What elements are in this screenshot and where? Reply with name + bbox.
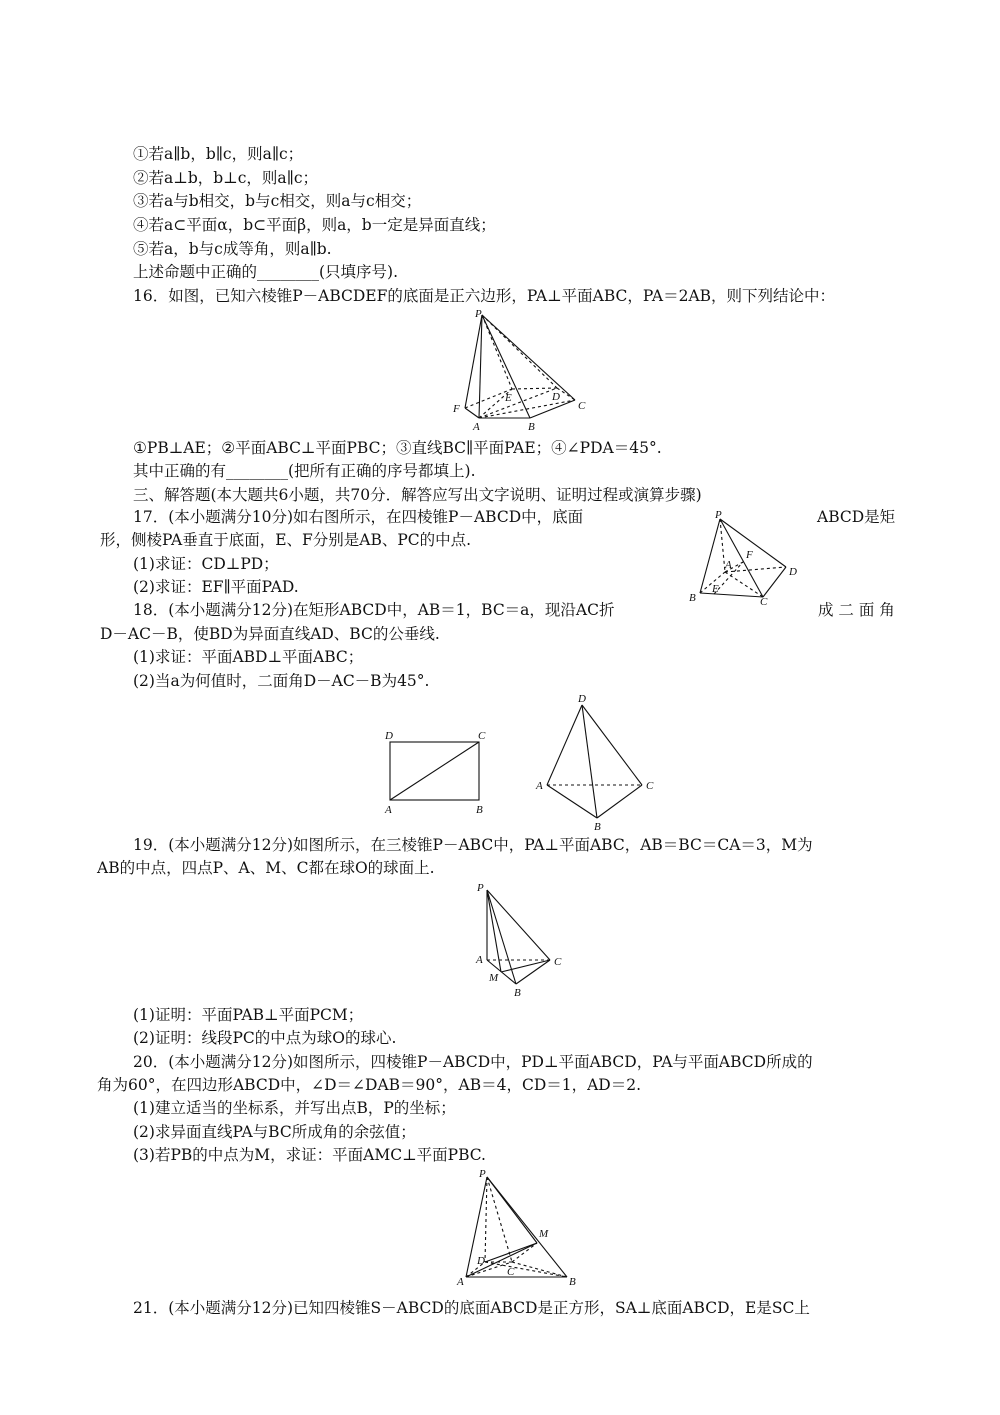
label-C: C <box>646 780 654 792</box>
label-E: E <box>712 583 719 595</box>
q20-part-1: (1)建立适当的坐标系，并写出点B，P的坐标； <box>133 1099 456 1117</box>
label-A: A <box>476 954 483 966</box>
q18-statement-c: D－AC－B，使BD为异面直线AD、BC的公垂线. <box>100 625 440 643</box>
q16-statement: 16．如图，已知六棱锥P－ABCDEF的底面是正六边形，PA⊥平面ABC，PA＝2AB，则下列结论中： <box>133 287 836 305</box>
label-A: A <box>536 780 543 792</box>
q20-part-2: (2)求异面直线PA与BC所成角的余弦值； <box>133 1123 416 1141</box>
figure-hexagonal-pyramid <box>445 305 595 435</box>
label-B: B <box>528 421 535 433</box>
label-D: D <box>477 1255 485 1267</box>
label-D: D <box>552 391 560 403</box>
q20-statement-b: 角为60°，在四边形ABCD中，∠D＝∠DAB＝90°，AB＝4，CD＝1，AD＝2. <box>97 1076 642 1094</box>
label-D: D <box>789 566 797 578</box>
label-A: A <box>457 1276 464 1288</box>
label-M: M <box>489 972 499 984</box>
q15-answer-prompt: 上述命题中正确的________(只填序号). <box>133 263 399 281</box>
proposition-3: ③若a与b相交，b与c相交，则a与c相交； <box>133 192 422 210</box>
q19-part-1: (1)证明：平面PAB⊥平面PCM； <box>133 1006 364 1024</box>
proposition-2: ②若a⊥b，b⊥c，则a∥c； <box>133 169 319 187</box>
q17-statement-c: 形，侧棱PA垂直于底面，E、F分别是AB、PC的中点. <box>100 531 472 549</box>
q18-statement-b: 成 二 面 角 <box>818 601 895 619</box>
q17-statement-a: 17．(本小题满分10分)如右图所示，在四棱锥P－ABCD中，底面 <box>133 508 584 526</box>
q16-conclusions: ①PB⊥AE；②平面ABC⊥平面PBC；③直线BC∥平面PAE；④∠PDA＝45°. <box>133 439 662 457</box>
label-P: P <box>479 1168 486 1180</box>
section-heading-solutions: 三、解答题(本大题共6小题，共70分．解答应写出文字说明、证明过程或演算步骤) <box>133 486 702 504</box>
label-C: C <box>554 956 562 968</box>
label-B: B <box>689 592 696 604</box>
label-B: B <box>514 987 521 999</box>
proposition-1: ①若a∥b，b∥c，则a∥c； <box>133 145 304 163</box>
q16-answer-prompt: 其中正确的有________(把所有正确的序号都填上). <box>133 462 476 480</box>
label-P: P <box>477 882 484 894</box>
q17-statement-b: ABCD是矩 <box>817 508 896 526</box>
q17-part-2: (2)求证：EF∥平面PAD. <box>133 578 299 596</box>
label-D: D <box>385 730 393 742</box>
label-B: B <box>476 804 483 816</box>
q19-statement-a: 19．(本小题满分12分)如图所示，在三棱锥P－ABC中，PA⊥平面ABC，AB＝BC＝CA＝3，M为 <box>133 836 813 854</box>
q19-part-2: (2)证明：线段PC的中点为球O的球心. <box>133 1029 397 1047</box>
q17-part-1: (1)求证：CD⊥PD； <box>133 555 279 573</box>
label-C: C <box>478 730 486 742</box>
label-B: B <box>594 821 601 833</box>
figure-quad-pyramid-q17 <box>685 505 805 610</box>
label-A: A <box>385 804 392 816</box>
q21-statement: 21．(本小题满分12分)已知四棱锥S－ABCD的底面ABCD是正方形，SA⊥底面ABCD，E是SC上 <box>133 1299 810 1317</box>
q18-part-1: (1)求证：平面ABD⊥平面ABC； <box>133 648 364 666</box>
proposition-4: ④若a⊂平面α，b⊂平面β，则a，b一定是异面直线； <box>133 216 496 234</box>
q19-statement-b: AB的中点，四点P、A、M、C都在球O的球面上. <box>97 859 435 877</box>
label-D: D <box>578 693 586 705</box>
proposition-5: ⑤若a，b与c成等角，则a∥b. <box>133 240 332 258</box>
label-C: C <box>507 1266 515 1278</box>
q18-statement-a: 18．(本小题满分12分)在矩形ABCD中，AB＝1，BC＝a，现沿AC折 <box>133 601 615 619</box>
label-C: C <box>578 400 586 412</box>
q20-part-3: (3)若PB的中点为M，求证：平面AMC⊥平面PBC. <box>133 1146 486 1164</box>
label-C: C <box>760 596 768 608</box>
label-P: P <box>475 308 482 320</box>
label-A: A <box>473 421 480 433</box>
label-F: F <box>746 549 753 561</box>
label-B: B <box>569 1276 576 1288</box>
label-P: P <box>715 509 722 521</box>
label-F: F <box>453 403 460 415</box>
figure-triangular-pyramid-q19 <box>470 878 575 1003</box>
label-E: E <box>505 392 512 404</box>
label-M: M <box>539 1228 549 1240</box>
q20-statement-a: 20．(本小题满分12分)如图所示，四棱锥P－ABCD中，PD⊥平面ABCD，PA与平面ABCD所成的 <box>133 1053 813 1071</box>
figure-rectangle-q18 <box>380 725 495 820</box>
q18-part-2: (2)当a为何值时，二面角D－AC－B为45°. <box>133 672 430 690</box>
figure-quad-pyramid-q20 <box>455 1165 585 1290</box>
figure-folded-tetrahedron-q18 <box>530 690 660 835</box>
label-A: A <box>725 559 732 571</box>
